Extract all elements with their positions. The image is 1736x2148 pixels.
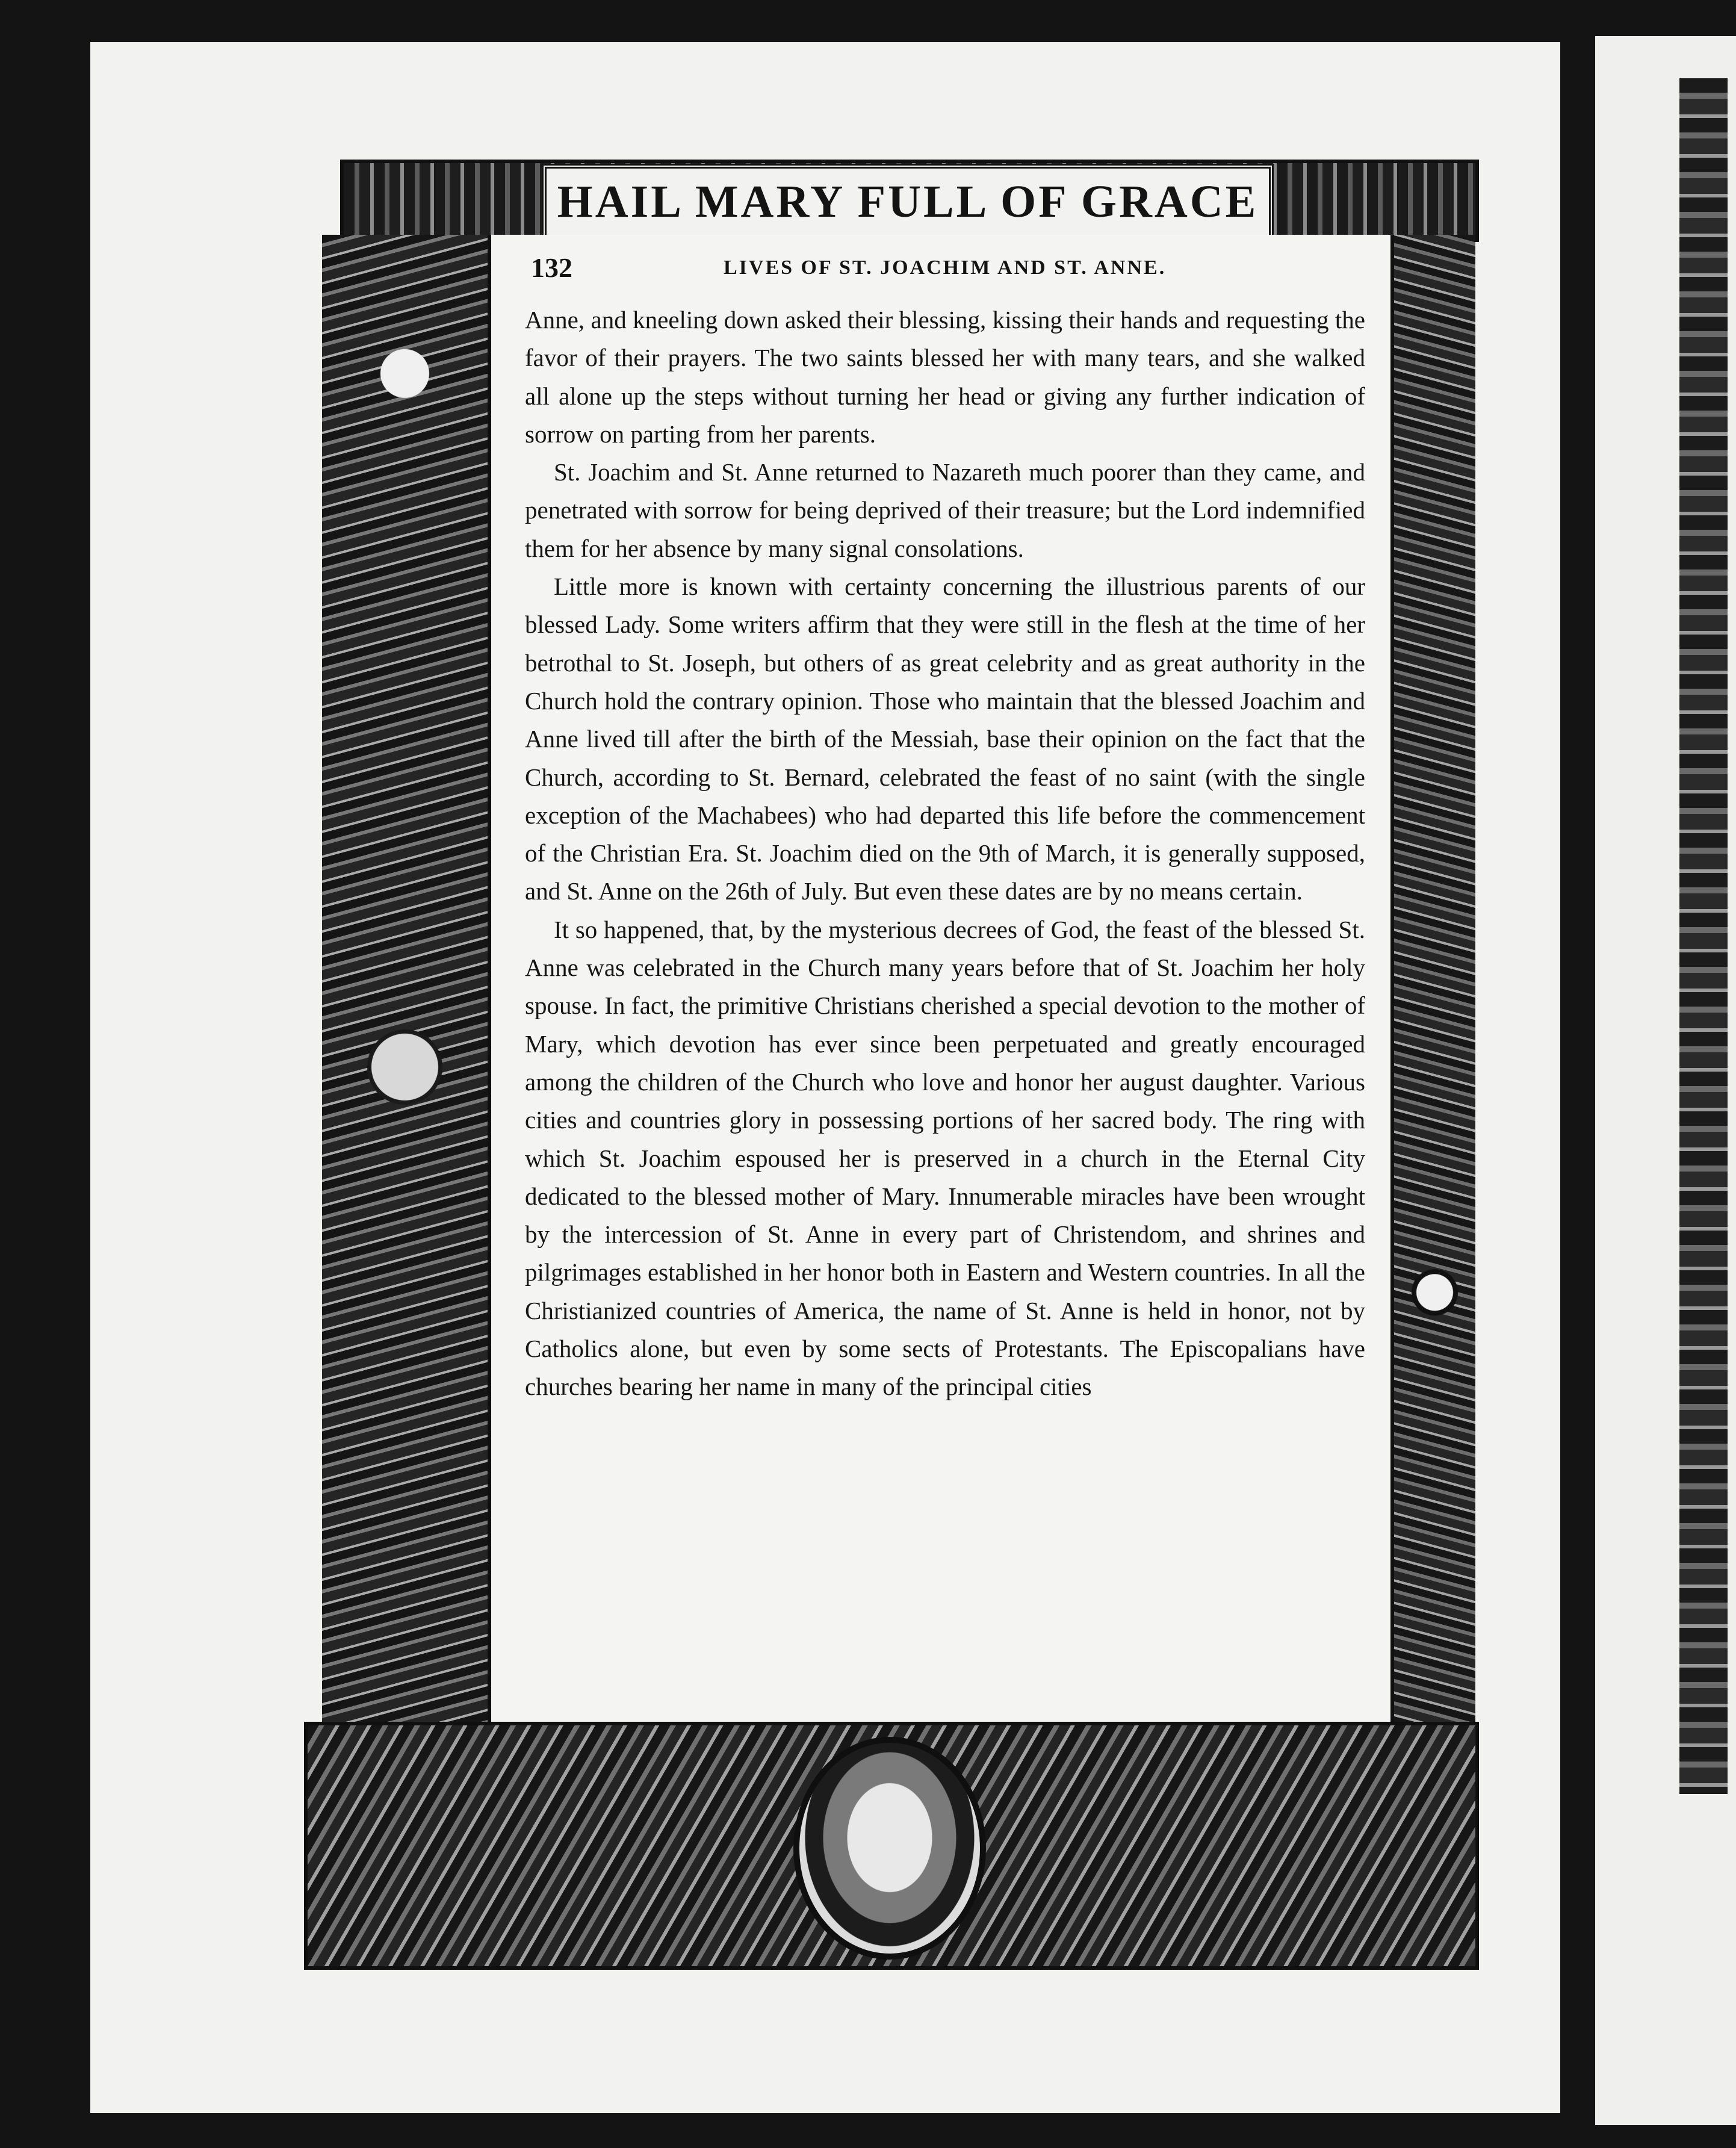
- running-head-title: LIVES OF ST. JOACHIM AND ST. ANNE.: [724, 256, 1167, 279]
- ornamental-frame-right: [1390, 235, 1475, 1969]
- banner-title: HAIL MARY FULL OF GRACE: [542, 164, 1274, 240]
- paragraph: Anne, and kneeling down asked their blessing, kissing their hands and requesting the favor of their prayers. The two saints blessed her with many tears, and she walked all alone up the steps without turning her head or giving any further indication of sorrow on parting from her parents.: [525, 306, 1365, 448]
- paragraph: St. Joachim and St. Anne returned to Nazareth much poorer than they came, and penetrated with sorrow for being deprived of their treasure; but the Lord indemnified them for her absence by many signal consolations.: [525, 458, 1365, 562]
- facing-page-ornament: [1679, 78, 1728, 1794]
- paragraph: Little more is known with certainty concerning the illustrious parents of our blessed Lady. Some writers affirm that they were still in the flesh at the time of her betrothal to St. Joseph, but others of as great celebrity and as great authority in the Church hold the contrary opinion. Those who maintain that the blessed Joachim and Anne lived till after the birth of the Messiah, base their opinion on the fact that the Church, according to St. Bernard, celebrated the feast of no saint (with the single exception of the Machabees) who had departed this life before the commencement of the Christian Era. St. Joachim died on the 9th of March, it is generally supposed, and St. Anne on the 26th of July. But even these dates are by no means certain.: [525, 573, 1365, 905]
- page-number: 132: [531, 252, 572, 283]
- running-head: [531, 252, 1374, 288]
- body-text: [525, 301, 1365, 1710]
- madonna-medallion-icon: [793, 1737, 986, 1960]
- ornamental-frame-left: [322, 235, 491, 1969]
- paragraph: It so happened, that, by the mysterious decrees of God, the feast of the blessed St. Anne was celebrated in the Church many years before that of St. Joachim her holy spouse. In fact, the primitive Christians cherished a special devotion to the mother of Mary, which devotion has ever since been perpetuated and greatly encouraged among the children of the Church who love and honor her august daughter. Various cities and countries glory in possessing portions of her sacred body. The ring with which St. Joachim espoused her is preserved in a church in the Eternal City dedicated to the blessed mother of Mary. Innumerable miracles have been wrought by the intercession of St. Anne in every part of Christendom, and shrines and pilgrimages established in her honor both in Eastern and Western countries. In all the Christianized countries of America, the name of St. Anne is held in honor, not by Catholics alone, but even by some sects of Protestants. The Episcopalians have churches bearing her name in many of the principal cities: [525, 915, 1365, 1401]
